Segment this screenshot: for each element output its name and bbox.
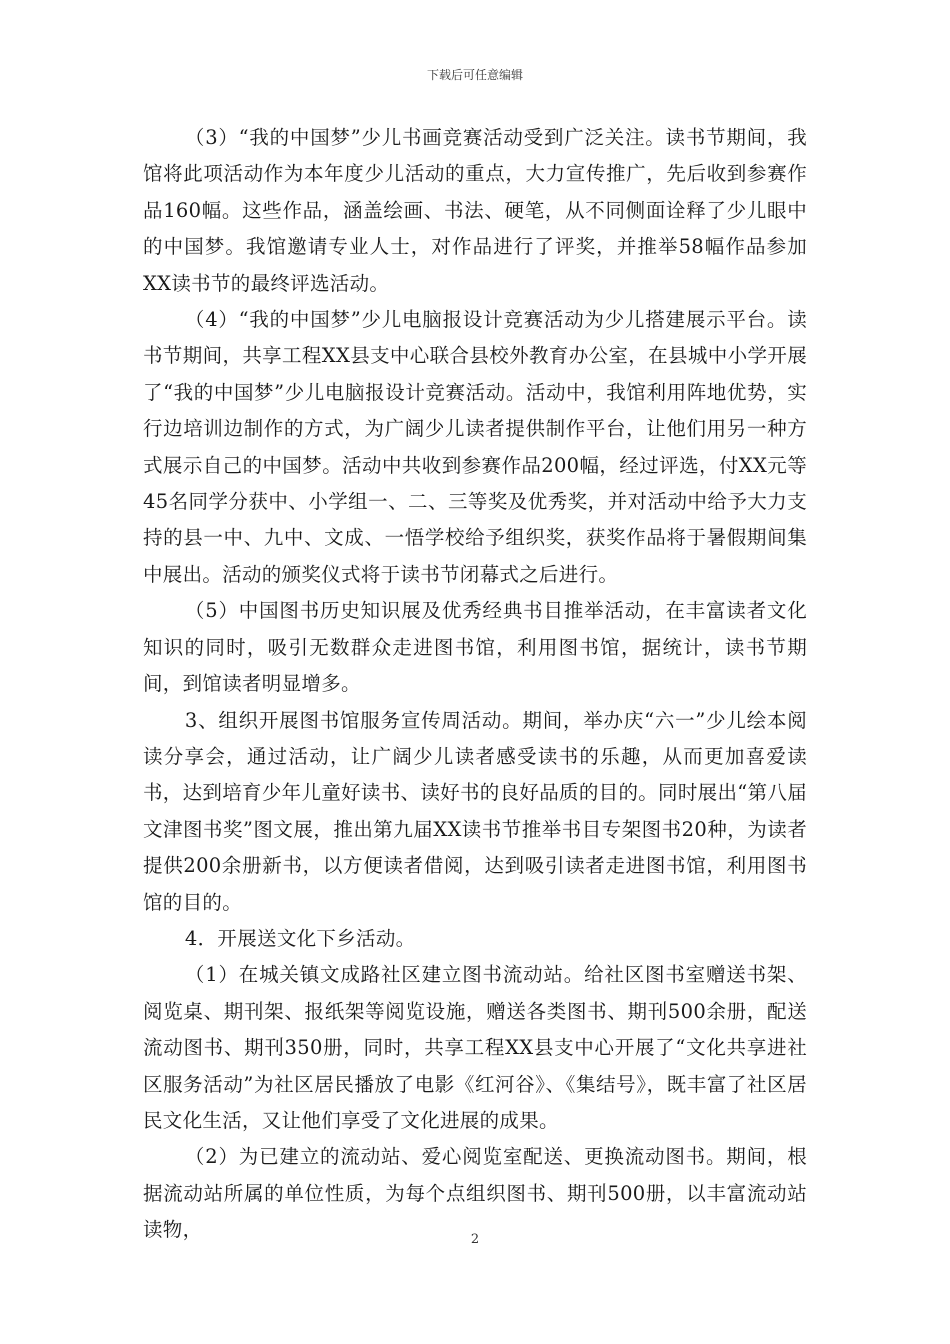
paragraph-mobile-station-community: （1）在城关镇文成路社区建立图书流动站。给社区图书室赠送书架、阅览桌、期刊架、报纸架等阅览设施，赠送各类图书、期刊500余册，配送流动图书、期刊350册，同时，共享工程XX县支中心开展了“文化共享进社区服务活动”为社区居民播放了电影《红河谷》、《集结号》，既丰富了社区居民文化生活，又让他们享受了文化进展的成果。 <box>143 963 807 1132</box>
paragraph-culture-to-countryside-heading: 4．开展送文化下乡活动。 <box>184 926 416 950</box>
page-number: 2 <box>470 1232 480 1247</box>
document-body <box>143 120 807 1249</box>
paragraph-3-calligraphy-contest: （3）“我的中国梦”少儿书画竞赛活动受到广泛关注。读书节期间，我馆将此项活动作为本年度少儿活动的重点，大力宣传推广，先后收到参赛作品160幅。这些作品，涵盖绘画、书法、硬笔，从不同侧面诠释了少儿眼中的中国梦。我馆邀请专业人士，对作品进行了评奖，并推举58幅作品参加XX读书节的最终评选活动。 <box>143 126 807 295</box>
paragraph-4-computer-newspaper-contest: （4）“我的中国梦”少儿电脑报设计竞赛活动为少儿搭建展示平台。读书节期间，共享工程XX县支中心联合县校外教育办公室，在县城中小学开展了“我的中国梦”少儿电脑报设计竞赛活动。活动中，我馆利用阵地优势，实行边培训边制作的方式，为广阔少儿读者提供制作平台，让他们用另一种方式展示自己的中国梦。活动中共收到参赛作品200幅，经过评选，付XX元等45名同学分获中、小学组一、二、三等奖及优秀奖，并对活动中给予大力支持的县一中、九中、文成、一悟学校给予组织奖，获奖作品将于暑假期间集中展出。活动的颁奖仪式将于读书节闭幕式之后进行。 <box>143 308 807 586</box>
paragraph-service-week: 3、组织开展图书馆服务宣传周活动。期间，举办庆“六一”少儿绘本阅读分享会，通过活动，让广阔少儿读者感受读书的乐趣，从而更加喜爱读书，达到培育少年儿童好读书、读好书的良好品质的目的。同时展出“第八届文津图书奖”图文展，推出第九届XX读书节推举书目专架图书20种，为读者提供200余册新书，以方便读者借阅，达到吸引读者走进图书馆，利用图书馆的目的。 <box>143 708 807 914</box>
paragraph-5-book-history-exhibition: （5）中国图书历史知识展及优秀经典书目推举活动，在丰富读者文化知识的同时，吸引无数群众走进图书馆，利用图书馆，据统计，读书节期间，到馆读者明显增多。 <box>143 599 807 696</box>
page-header: 下载后可任意编辑 <box>426 68 523 82</box>
paragraph-mobile-station-books: （2）为已建立的流动站、爱心阅览室配送、更换流动图书。期间，根据流动站所属的单位性质，为每个点组织图书、期刊500册，以丰富流动站读物， <box>143 1145 807 1242</box>
